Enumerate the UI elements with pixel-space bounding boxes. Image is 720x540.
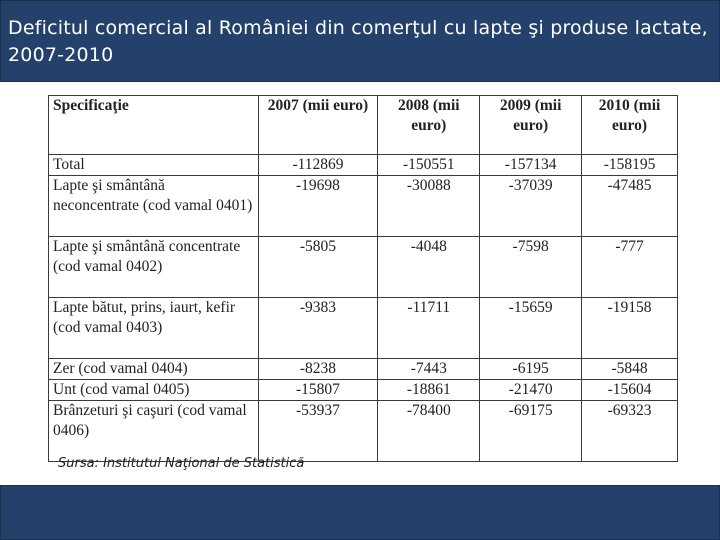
header-2007: 2007 (mii euro) [258, 96, 378, 155]
row-label: Total [49, 155, 259, 176]
cell-value: -69175 [480, 401, 582, 462]
slide-title: Deficitul comercial al României din comerţul cu lapte şi produse lactate, 2007-2010 [8, 17, 708, 66]
cell-value: -15659 [480, 298, 582, 359]
cell-value: -8238 [258, 359, 378, 380]
deficit-table [48, 95, 678, 462]
cell-value: -19158 [582, 298, 678, 359]
cell-value: -777 [582, 237, 678, 298]
table-row [49, 380, 678, 401]
table-row [49, 401, 678, 462]
cell-value: -4048 [378, 237, 480, 298]
cell-value: -112869 [258, 155, 378, 176]
cell-value: -18861 [378, 380, 480, 401]
cell-value: -150551 [378, 155, 480, 176]
row-label: Unt (cod vamal 0405) [49, 380, 259, 401]
data-table-container [48, 95, 678, 448]
cell-value: -53937 [258, 401, 378, 462]
row-label: Brânzeturi şi caşuri (cod vamal 0406) [49, 401, 259, 462]
cell-value: -47485 [582, 176, 678, 237]
cell-value: -30088 [378, 176, 480, 237]
cell-value: -78400 [378, 401, 480, 462]
cell-value: -5805 [258, 237, 378, 298]
row-label: Zer (cod vamal 0404) [49, 359, 259, 380]
row-label: Lapte bătut, prins, iaurt, kefir (cod vamal 0403) [49, 298, 259, 359]
header-2008: 2008 (mii euro) [378, 96, 480, 155]
cell-value: -158195 [582, 155, 678, 176]
source-note: Sursa: Institutul Naţional de Statistică [58, 456, 305, 471]
header-2010: 2010 (mii euro) [582, 96, 678, 155]
table-header-row [49, 96, 678, 155]
row-label: Lapte şi smântână concentrate (cod vamal 0402) [49, 237, 259, 298]
table-row [49, 298, 678, 359]
cell-value: -15807 [258, 380, 378, 401]
title-bar [0, 0, 720, 82]
cell-value: -69323 [582, 401, 678, 462]
footer-bar [0, 485, 720, 540]
table-row [49, 155, 678, 176]
cell-value: -21470 [480, 380, 582, 401]
cell-value: -19698 [258, 176, 378, 237]
cell-value: -37039 [480, 176, 582, 237]
cell-value: -9383 [258, 298, 378, 359]
header-specification: Specificaţie [49, 96, 259, 155]
cell-value: -11711 [378, 298, 480, 359]
table-row [49, 359, 678, 380]
cell-value: -15604 [582, 380, 678, 401]
cell-value: -5848 [582, 359, 678, 380]
cell-value: -157134 [480, 155, 582, 176]
cell-value: -6195 [480, 359, 582, 380]
table-row [49, 176, 678, 237]
cell-value: -7598 [480, 237, 582, 298]
header-2009: 2009 (mii euro) [480, 96, 582, 155]
cell-value: -7443 [378, 359, 480, 380]
table-row [49, 237, 678, 298]
row-label: Lapte şi smântână neconcentrate (cod vamal 0401) [49, 176, 259, 237]
